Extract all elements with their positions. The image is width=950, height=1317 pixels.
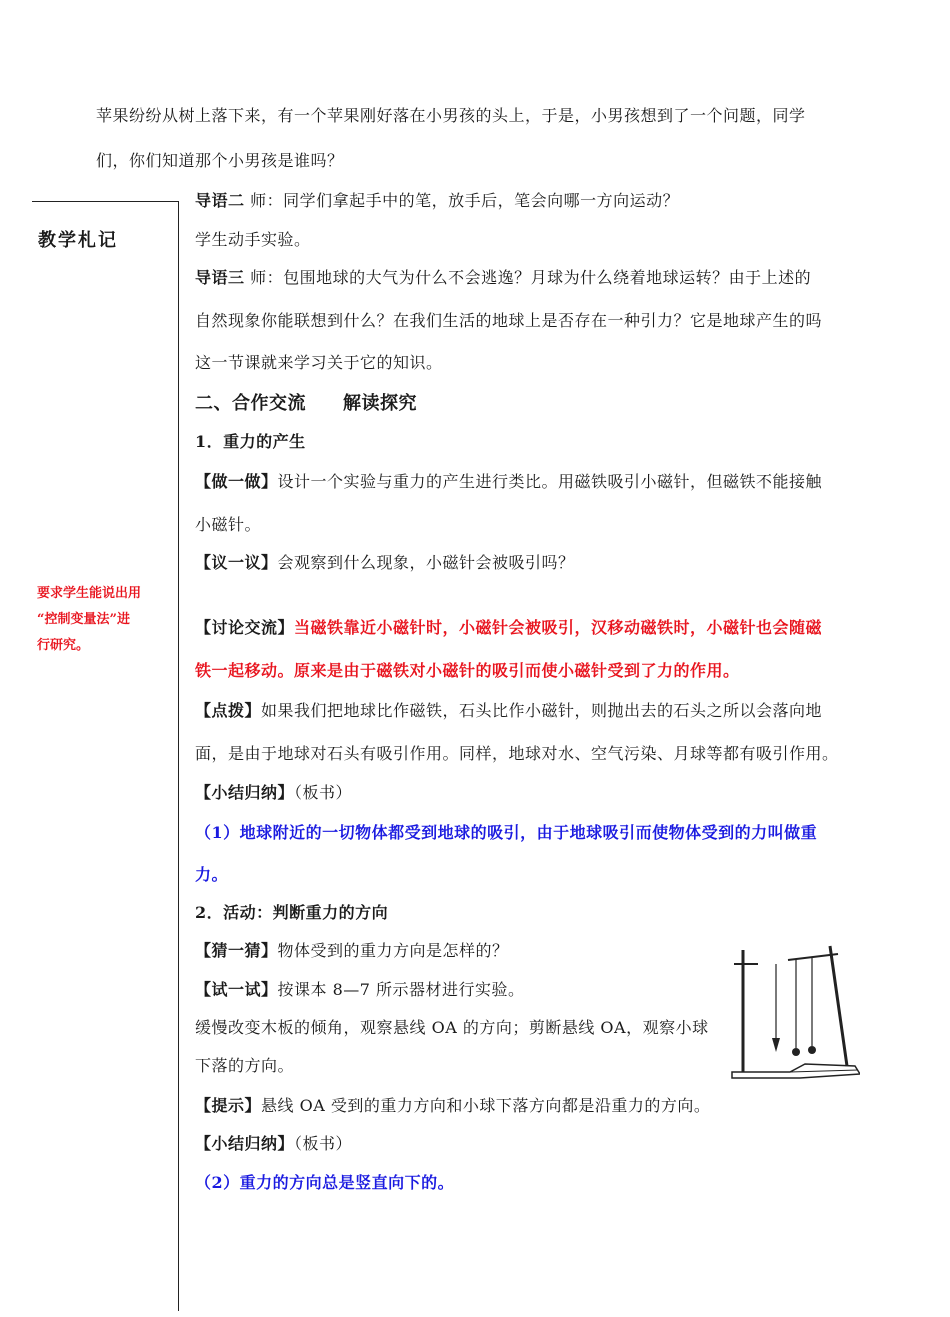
- summary-2-label: 【小结归纳】: [195, 1134, 295, 1153]
- guess-text: 物体受到的重力方向是怎样的？: [277, 941, 509, 960]
- guide-3-label: 导语三: [195, 268, 245, 287]
- hint-1-text: 如果我们把地球比作磁铁，石头比作小磁针，则抛出去的石头之所以会落向地: [261, 701, 823, 720]
- hint-2-text: 悬线 OA 受到的重力方向和小球下落方向都是沿重力的方向。: [261, 1096, 711, 1115]
- guide-2-label: 导语二: [195, 191, 245, 210]
- guide-2-text: 师：同学们拿起手中的笔，放手后，笔会向哪一方向运动？: [244, 191, 680, 210]
- discuss-2-text: 当磁铁靠近小磁针时，小磁针会被吸引，汉移动磁铁时，小磁针也会随磁: [294, 618, 823, 637]
- side-note-line-1: 要求学生能说出用: [37, 586, 142, 601]
- try-it-text: 按课本 8—7 所示器材进行实验。: [277, 980, 525, 999]
- try-it-label: 【试一试】: [195, 980, 278, 999]
- section-2-title: 二、合作交流 解读探究: [195, 393, 417, 414]
- conclusion-1-line-2: 力。: [195, 865, 229, 884]
- summary-2-suffix: （板书）: [294, 1134, 353, 1153]
- discuss-1: [195, 550, 575, 573]
- observe-line-1: 缓慢改变木板的倾角，观察悬线 OA 的方向；剪断悬线 OA，观察小球: [195, 1018, 709, 1037]
- hint-1: [195, 698, 822, 721]
- guide-2: [195, 188, 679, 211]
- do-it-label: 【做一做】: [195, 472, 278, 491]
- hint-1-label: 【点拨】: [195, 701, 262, 720]
- intro-line-2: 们，你们知道那个小男孩是谁吗？: [96, 151, 344, 170]
- summary-1: [195, 780, 352, 803]
- guide-3-text: 师：包围地球的大气为什么不会逃逸？月球为什么绕着地球运转？由于上述的: [244, 268, 812, 287]
- hint-2: [195, 1093, 710, 1116]
- conclusion-2: （2）重力的方向总是竖直向下的。: [195, 1173, 455, 1192]
- sidebar-top-rule: [32, 201, 178, 202]
- discuss-1-label: 【议一议】: [195, 553, 278, 572]
- summary-1-label: 【小结归纳】: [195, 783, 295, 802]
- side-note-line-2: “控制变量法”进: [37, 612, 130, 627]
- intro-line-1: 苹果纷纷从树上落下来，有一个苹果刚好落在小男孩的头上，于是，小男孩想到了一个问题，同学: [96, 106, 806, 125]
- observe-line-2: 下落的方向。: [195, 1056, 295, 1075]
- guide-3-line-3: 这一节课就来学习关于它的知识。: [195, 353, 443, 372]
- plumb-line-apparatus-illustration: [730, 940, 860, 1080]
- discuss-2-label: 【讨论交流】: [195, 618, 295, 637]
- do-it: [195, 469, 822, 492]
- discuss-2: [195, 615, 822, 638]
- side-note-line-3: 行研究。: [37, 638, 90, 653]
- sub-1-title: 1．重力的产生: [195, 432, 306, 451]
- try-it: [195, 977, 525, 1000]
- sidebar-divider: [178, 201, 179, 1311]
- guess: [195, 938, 509, 961]
- discuss-1-text: 会观察到什么现象，小磁针会被吸引吗？: [277, 553, 575, 572]
- do-it-text: 设计一个实验与重力的产生进行类比。用磁铁吸引小磁针，但磁铁不能接触: [277, 472, 823, 491]
- sub-2-title: 2．活动：判断重力的方向: [195, 903, 389, 922]
- guide-3-line-2: 自然现象你能联想到什么？在我们生活的地球上是否存在一种引力？它是地球产生的吗: [195, 311, 823, 330]
- student-experiment: 学生动手实验。: [195, 230, 311, 249]
- hint-2-label: 【提示】: [195, 1096, 262, 1115]
- discuss-2-line-2: 铁一起移动。原来是由于磁铁对小磁针的吸引而使小磁针受到了力的作用。: [195, 661, 740, 680]
- hint-1-line-2: 面，是由于地球对石头有吸引作用。同样，地球对水、空气污染、月球等都有吸引作用。: [195, 744, 839, 763]
- do-it-line-2: 小磁针。: [195, 515, 262, 534]
- guide-3: [195, 265, 811, 288]
- plumb-line-apparatus-svg: [730, 940, 860, 1080]
- guess-label: 【猜一猜】: [195, 941, 278, 960]
- conclusion-1-line-1: （1）地球附近的一切物体都受到地球的吸引，由于地球吸引而使物体受到的力叫做重: [195, 823, 818, 842]
- summary-1-suffix: （板书）: [294, 783, 353, 802]
- sidebar-title: 教学札记: [38, 230, 118, 251]
- summary-2: [195, 1131, 352, 1154]
